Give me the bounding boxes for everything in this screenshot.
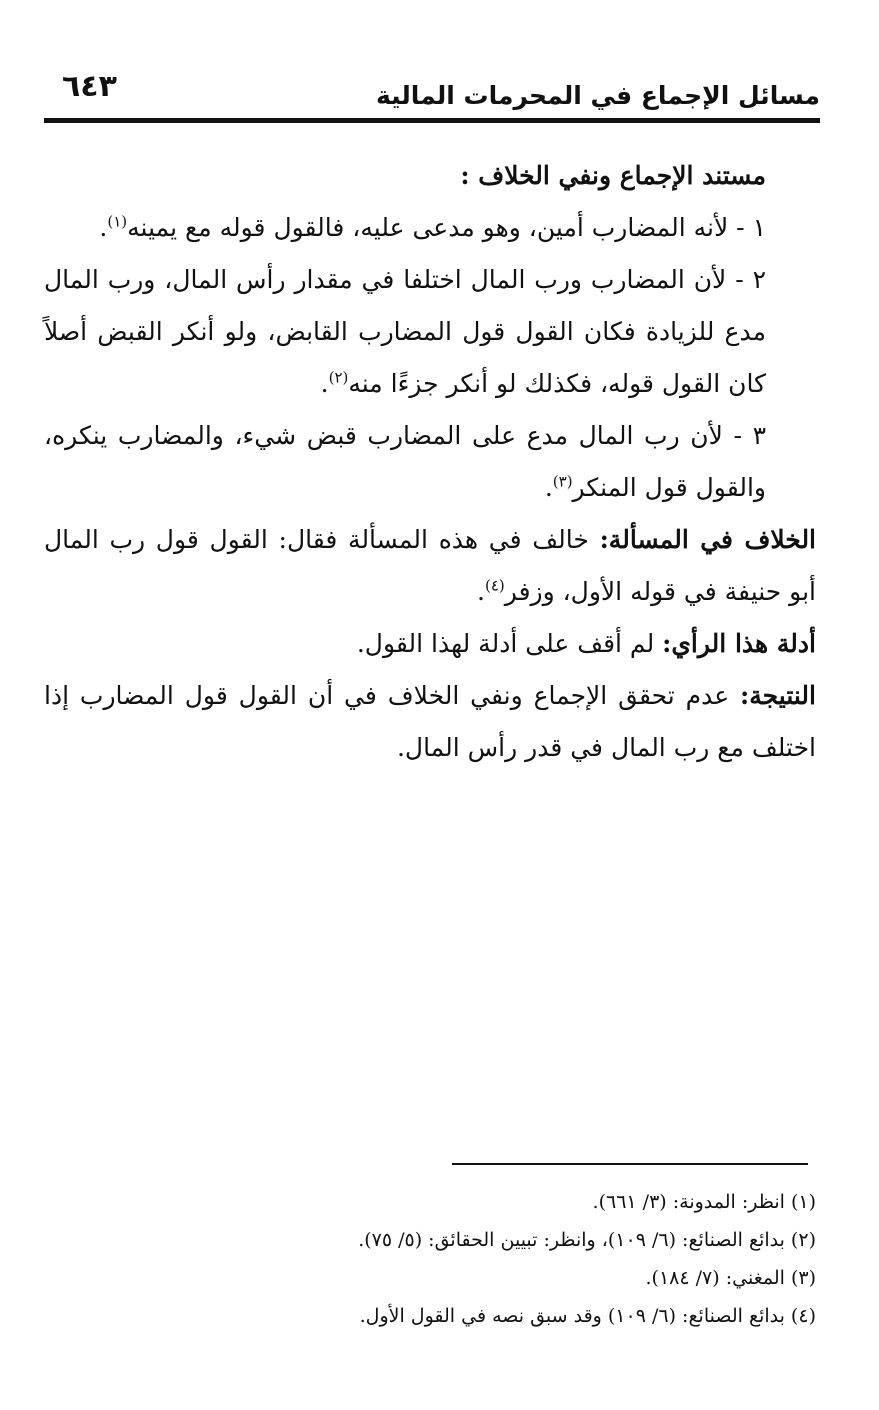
footnote-ref-4[interactable]: (٤) [485,576,505,595]
result-text: عدم تحقق الإجماع ونفي الخلاف في أن القول قول المضارب إذا اختلف مع رب المال في قدر رأس المال. [44,681,816,762]
evidence-paragraph [44,618,816,670]
evidence-point-1 [44,202,816,254]
footnote-ref-3[interactable]: (٣) [552,472,573,491]
point-1-end: . [99,213,108,242]
evidence-text: لم أقف على أدلة لهذا القول. [356,629,663,658]
point-2-text: ٢ - لأن المضارب ورب المال اختلفا في مقدار رأس المال، ورب المال مدع للزيادة فكان القول قول المضارب القابض، ولو أنكر القبض أصلاً كان القول قوله، فكذلك لو أنكر جزءًا منه [44,265,766,398]
footnote-ref-2[interactable]: (٢) [328,368,349,387]
footnote-1: (١) انظر: المدونة: (٣/ ٦٦١). [592,1191,816,1213]
point-1-text: ١ - لأنه المضارب أمين، وهو مدعى عليه، فالقول قوله مع يمينه [127,213,766,242]
evidence-label: أدلة هذا الرأي: [662,629,816,658]
dispute-paragraph [44,514,816,618]
page-header [44,66,820,114]
dispute-label: الخلاف في المسألة: [599,525,817,554]
result-label: النتيجة: [740,681,816,710]
footnote-2: (٢) بدائع الصنائع: (٦/ ١٠٩)، وانظر: تبيين الحقائق: (٥/ ٧٥). [358,1229,816,1251]
section-heading: مستند الإجماع ونفي الخلاف : [460,161,766,190]
footnote-separator [452,1163,808,1165]
dispute-text: خالف في هذه المسألة فقال: القول قول رب المال أبو حنيفة في قوله الأول، وزفر [44,525,816,606]
running-title: مسائل الإجماع في المحرمات المالية [375,81,820,110]
dispute-end: . [477,577,485,606]
evidence-point-2 [44,254,816,410]
header-rule [44,118,820,123]
footnote-4: (٤) بدائع الصنائع: (٦/ ١٠٩) وقد سبق نصه في القول الأول. [359,1305,816,1327]
point-3-end: . [544,473,553,502]
page-number: ٦٤٣ [62,69,117,104]
point-2-end: . [320,369,329,398]
evidence-point-3 [44,410,816,514]
footnote-ref-1[interactable]: (١) [107,212,128,231]
footnotes [44,1183,816,1335]
footnote-3: (٣) المغني: (٧/ ١٨٤). [645,1267,816,1289]
result-paragraph [44,670,816,774]
point-3-text: ٣ - لأن رب المال مدع على المضارب قبض شيء، والمضارب ينكره، والقول قول المنكر [44,421,766,502]
main-text [44,150,816,774]
